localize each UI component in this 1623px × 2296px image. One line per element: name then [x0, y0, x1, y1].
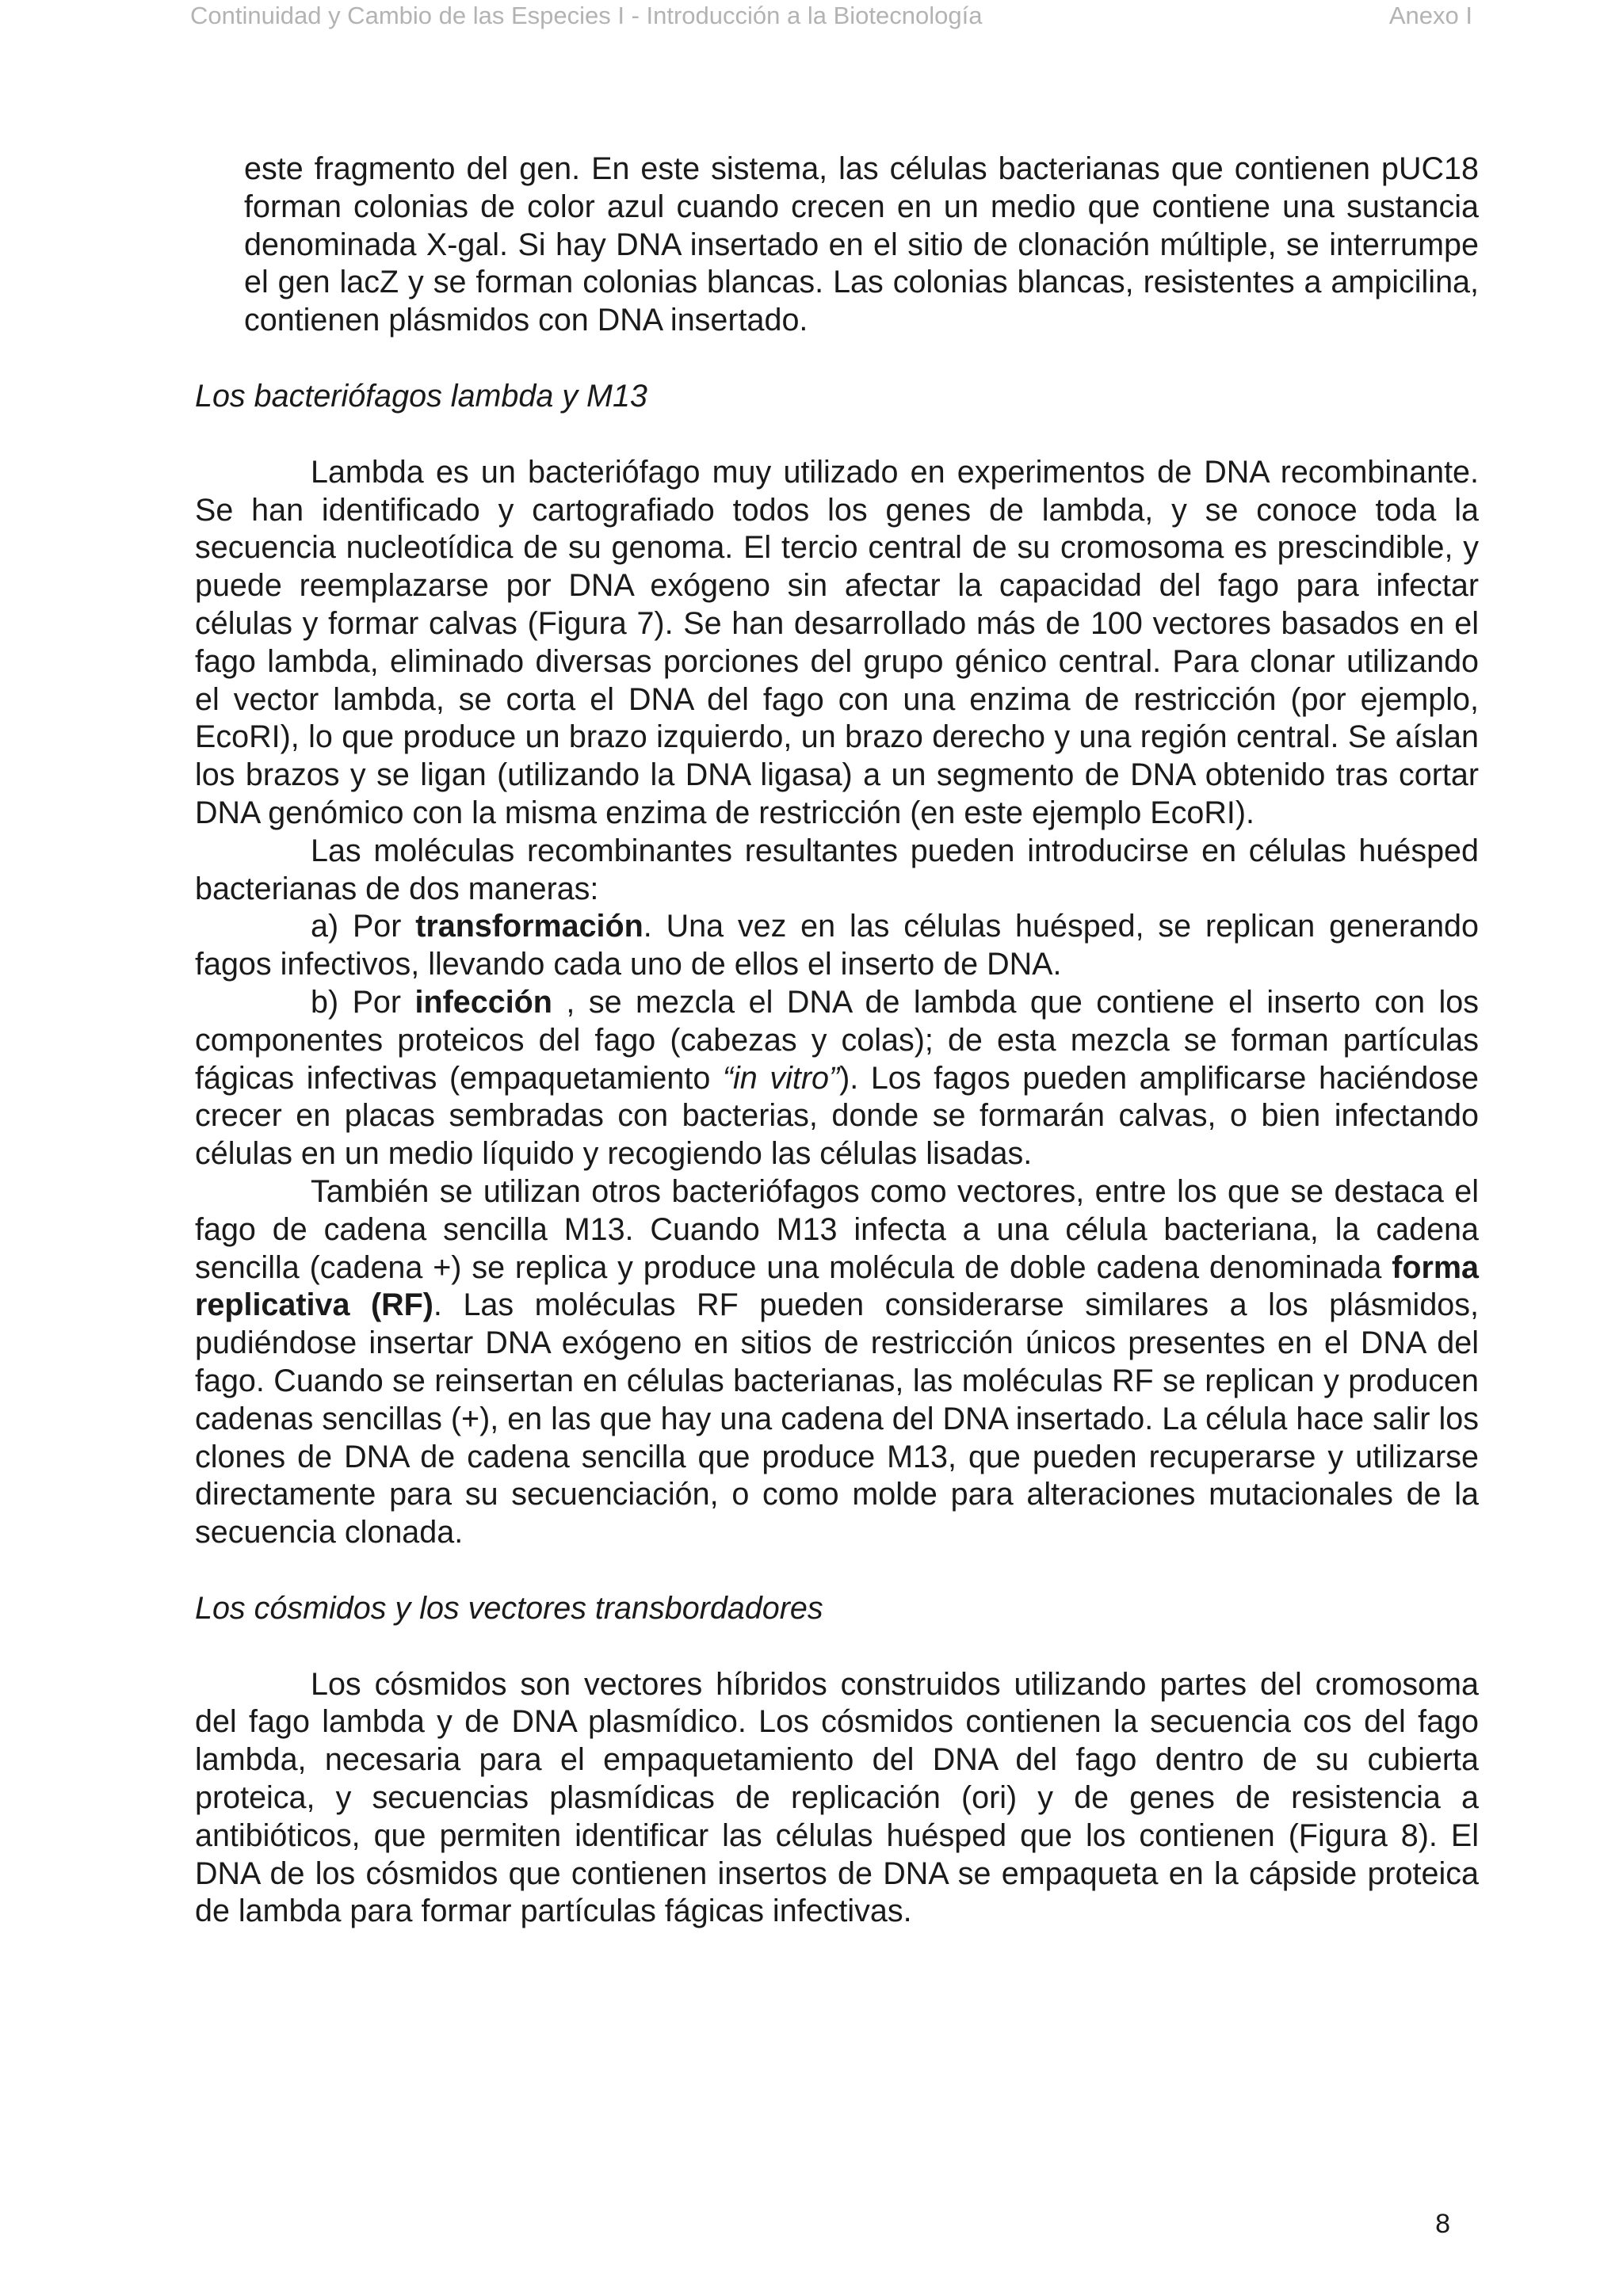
paragraph-recombinant-molecules: Las moléculas recombinantes resultantes pueden introducirse en células huésped bacterianas de dos maneras: [195, 833, 1479, 906]
text: a) Por [311, 909, 416, 944]
paragraph-cosmids: Los cósmidos son vectores híbridos construidos utilizando partes del cromosoma del fago lambda y de DNA plasmídico. Los cósmidos contienen la secuencia cos del fago lambda, necesaria para el empaquetamiento del DNA del fago dentro de su cubierta proteica, y secuencias plasmídicas de replicación (ori) y de genes de resistencia a antibióticos, que permiten identificar las células huésped que los contienen (Figura 8). El DNA de los cósmidos que contienen insertos de DNA se empaqueta en la cápside proteica de lambda para formar partículas fágicas infectivas. [195, 1666, 1479, 1929]
paragraph-infection [195, 984, 1479, 1173]
section-heading-cosmids: Los cósmidos y los vectores transbordadores [195, 1590, 823, 1626]
intro-paragraph: este fragmento del gen. En este sistema, las células bacterianas que contienen pUC18 forman colonias de color azul cuando crecen en un medio que contiene una sustancia denominada X-gal. Si hay DNA insertado en el sitio de clonación múltiple, se interrumpe el gen lacZ y se forman colonias blancas. Las colonias blancas, resistentes a ampicilina, contienen plásmidos con DNA insertado. [244, 151, 1479, 338]
paragraph-m13 [195, 1173, 1479, 1552]
section-heading-lambda-m13: Los bacteriófagos lambda y M13 [195, 378, 647, 414]
paragraph-transformation [195, 908, 1479, 984]
page-number: 8 [1435, 2209, 1450, 2239]
term-transformation: transformación [415, 909, 643, 944]
text: También se utilizan otros bacteriófagos como vectores, entre los que se destaca el fago de cadena sencilla M13. Cuando M13 infecta a una célula bacteriana, la cadena sencilla (cadena +) se replica y produce una molécula de doble cadena denominada [195, 1173, 1479, 1285]
term-in-vitro: “in vitro” [722, 1060, 840, 1096]
text: , se mezcla el DNA de lambda que contiene el inserto con los componentes proteicos del fago (cabezas y colas); de esta mezcla se forman partículas fágicas infectivas (empaquetamiento [195, 984, 1479, 1096]
annex-label: Anexo I [1388, 2, 1472, 29]
text: . Las moléculas RF pueden considerarse similares a los plásmidos, pudiéndose insertar DNA exógeno en sitios de restricción únicos presentes en el DNA del fago. Cuando se reinsertan en células bacterianas, las moléculas RF se replican y producen cadenas sencillas (+), en las que hay una cadena del DNA insertado. La célula hace salir los clones de DNA de cadena sencilla que produce M13, que pueden recuperarse y utilizarse directamente para su secuenciación, o como molde para alteraciones mutacionales de la secuencia clonada. [195, 1287, 1479, 1550]
paragraph-lambda-intro: Lambda es un bacteriófago muy utilizado en experimentos de DNA recombinante. Se han identificado y cartografiado todos los genes de lambda, y se conoce toda la secuencia nucleotídica de su genoma. El tercio central de su cromosoma es prescindible, y puede reemplazarse por DNA exógeno sin afectar la capacidad del fago para infectar células y formar calvas (Figura 7). Se han desarrollado más de 100 vectores basados en el fago lambda, eliminado diversas porciones del grupo génico central. Para clonar utilizando el vector lambda, se corta el DNA del fago con una enzima de restricción (por ejemplo, EcoRI), lo que produce un brazo izquierdo, un brazo derecho y una región central. Se aíslan los brazos y se ligan (utilizando la DNA ligasa) a un segmento de DNA obtenido tras cortar DNA genómico con la misma enzima de restricción (en este ejemplo EcoRI). [195, 454, 1479, 830]
term-infection: infección [414, 984, 552, 1020]
page-content [195, 151, 1479, 1931]
document-title: Continuidad y Cambio de las Especies I - Introducción a la Biotecnología [190, 2, 983, 29]
text: b) Por [311, 984, 415, 1020]
term-replicative-form: forma replicativa (RF) [195, 1249, 1479, 1323]
running-header [0, 0, 1623, 40]
text: ). Los fagos pueden amplificarse haciéndose crecer en placas sembradas con bacterias, donde se formarán calvas, o bien infectando células en un medio líquido y recogiendo las células lisadas. [195, 1060, 1479, 1172]
text: . Una vez en las células huésped, se replican generando fagos infectivos, llevando cada uno de ellos el inserto de DNA. [195, 909, 1479, 982]
